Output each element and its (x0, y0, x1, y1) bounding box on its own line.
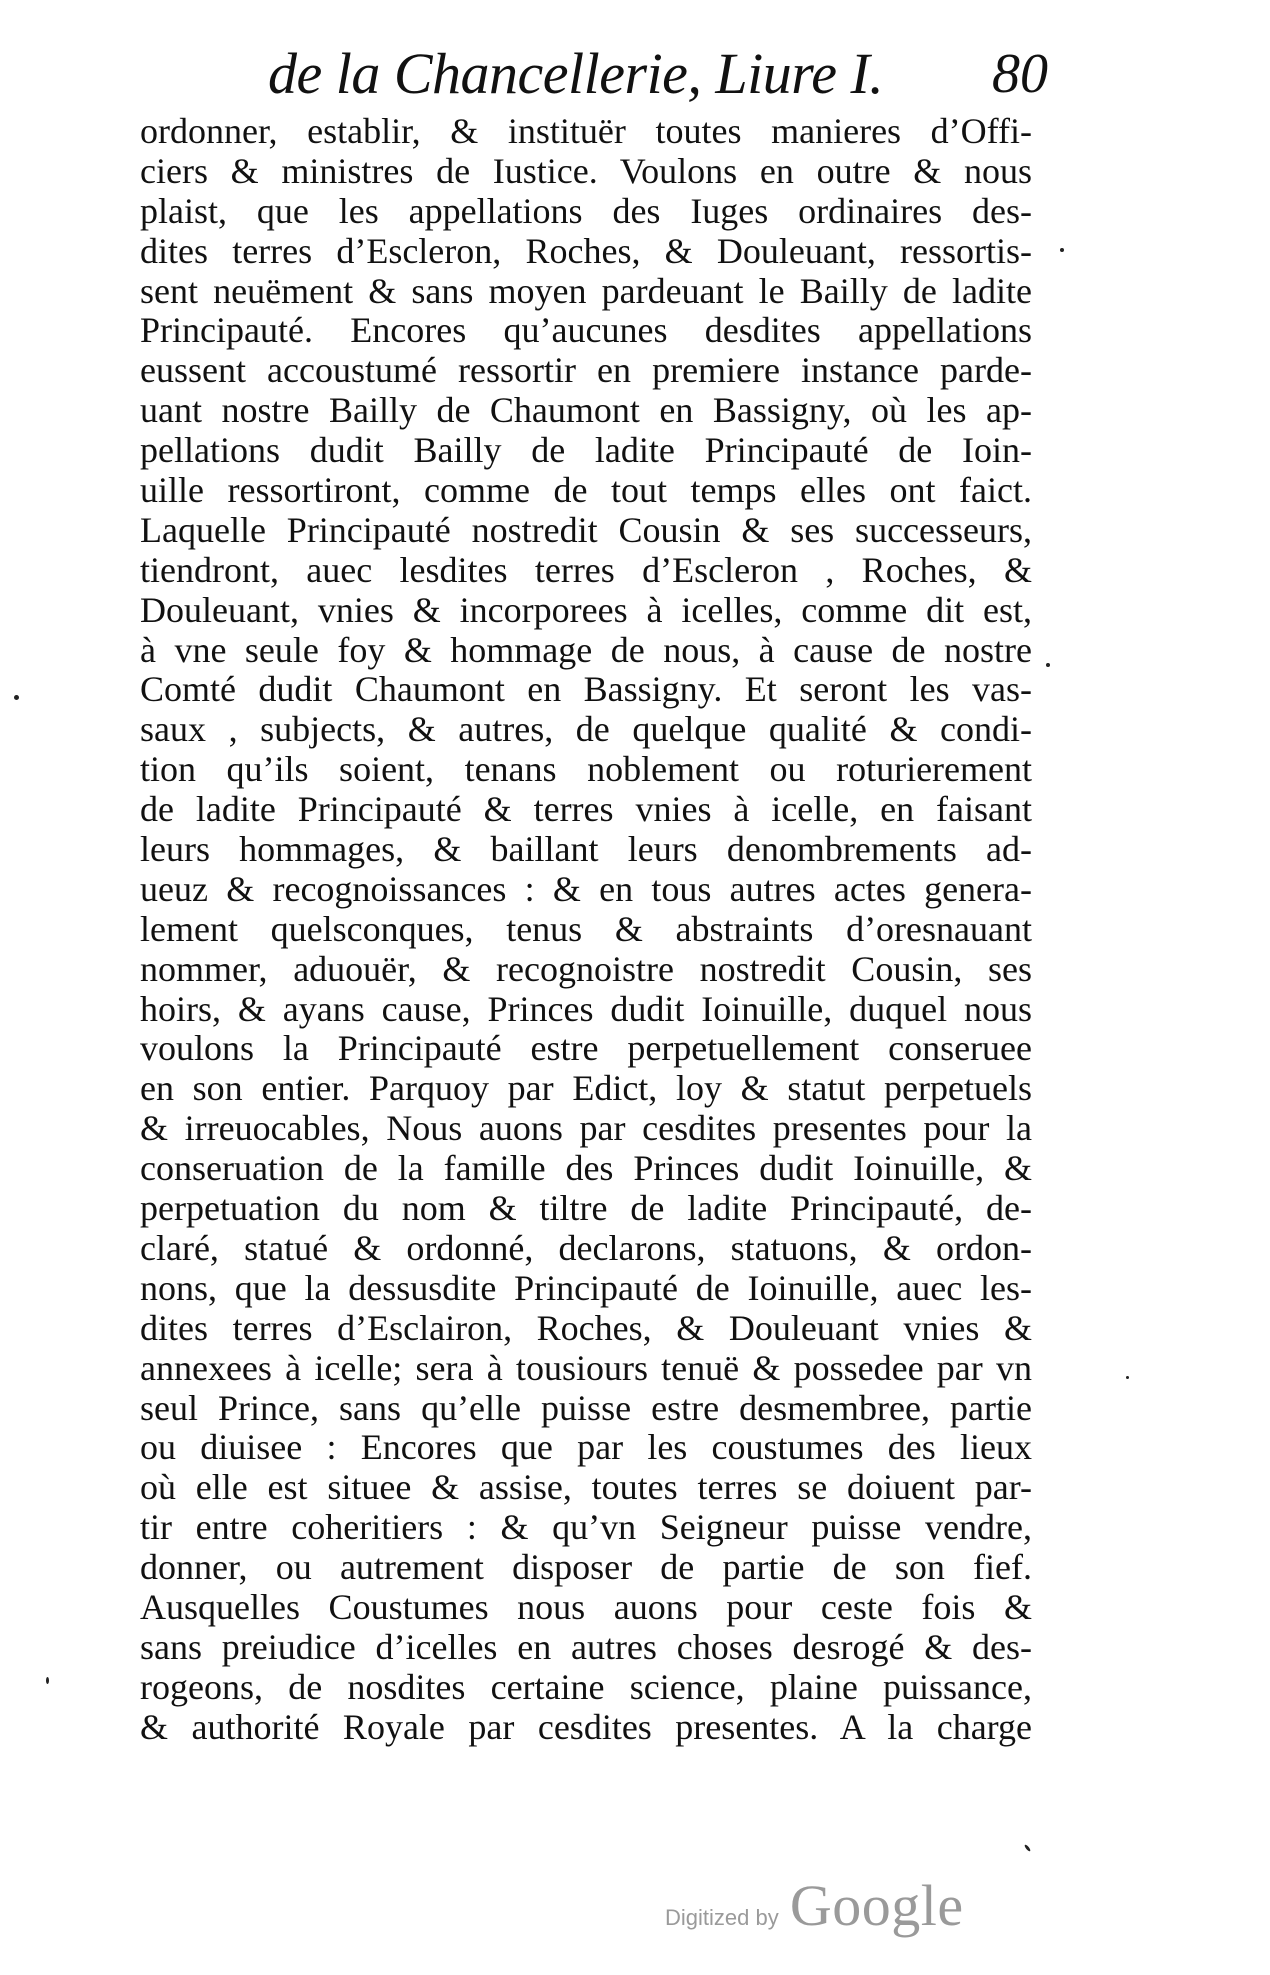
text-line: hoirs, & ayans cause, Princes dudit Ioinuille, duquel nous (140, 988, 1032, 1029)
text-line: annexees à icelle; sera à tousiours tenuë & possedee par vn (140, 1347, 1032, 1388)
text-line: leurs hommages, & baillant leurs denombrements ad- (140, 829, 1032, 870)
text-line: uille ressortiront, comme de tout temps elles ont faict. (140, 470, 1032, 511)
text-line: nommer, aduouër, & recognoistre nostredit Cousin, ses (140, 948, 1032, 989)
scan-speck (1126, 1376, 1129, 1379)
text-line: voulons la Principauté estre perpetuellement conseruee (140, 1028, 1032, 1069)
text-line: ciers & ministres de Iustice. Voulons en outre & nous (140, 150, 1032, 191)
text-line: pellations dudit Bailly de ladite Principauté de Ioin- (140, 430, 1032, 471)
text-line: tion qu’ils soient, tenans noblement ou roturierement (140, 749, 1032, 790)
text-line: dites terres d’Esclairon, Roches, & Douleuant vnies & (140, 1307, 1032, 1348)
text-line: ou diuisee : Encores que par les coustumes des lieux (140, 1427, 1032, 1468)
text-line: & authorité Royale par cesdites presentes. A la charge (140, 1706, 1032, 1747)
text-line: dites terres d’Escleron, Roches, & Douleuant, ressortis- (140, 230, 1032, 271)
text-line: lement quelsconques, tenus & abstraints d’oresnauant (140, 908, 1032, 949)
text-line: saux , subjects, & autres, de quelque qualité & condi- (140, 709, 1032, 750)
watermark-prefix: Digitized by (665, 1905, 779, 1930)
text-line: ueuz & recognoissances : & en tous autres actes genera- (140, 868, 1032, 909)
text-line: & irreuocables, Nous auons par cesdites presentes pour la (140, 1108, 1032, 1149)
watermark-brand-logo: Google (789, 1873, 964, 1938)
text-line: nons, que la dessusdite Principauté de Ioinuille, auec les- (140, 1267, 1032, 1308)
text-line: où elle est situee & assise, toutes terres se doiuent par- (140, 1467, 1032, 1508)
text-line: seul Prince, sans qu’elle puisse estre desmembree, partie (140, 1387, 1032, 1428)
text-line: de ladite Principauté & terres vnies à icelle, en faisant (140, 789, 1032, 830)
scan-speck (46, 1677, 49, 1684)
text-line: à vne seule foy & hommage de nous, à cause de nostre (140, 629, 1032, 670)
running-title: de la Chancellerie, Liure I. (268, 41, 884, 106)
scan-speck (1024, 1844, 1031, 1852)
text-line: Laquelle Principauté nostredit Cousin & ses successeurs, (140, 509, 1032, 550)
text-line: uant nostre Bailly de Chaumont en Bassigny, où les ap- (140, 390, 1032, 431)
text-line: eussent accoustumé ressortir en premiere instance parde- (140, 350, 1032, 391)
text-line: claré, statué & ordonné, declarons, statuons, & ordon- (140, 1227, 1032, 1268)
text-line: perpetuation du nom & tiltre de ladite Principauté, de- (140, 1188, 1032, 1229)
text-line: sent neuëment & sans moyen pardeuant le Bailly de ladite (140, 270, 1032, 311)
text-line: donner, ou autrement disposer de partie de son fief. (140, 1547, 1032, 1588)
text-line: Douleuant, vnies & incorporees à icelles, comme dit est, (140, 589, 1032, 630)
page-header (268, 38, 1048, 110)
text-line: conseruation de la famille des Princes dudit Ioinuille, & (140, 1148, 1032, 1189)
body-text (140, 112, 1032, 1748)
text-line: plaist, que les appellations des Iuges ordinaires des- (140, 190, 1032, 231)
text-line: ordonner, establir, & instituër toutes manieres d’Offi- (140, 111, 1032, 151)
text-line: rogeons, de nosdites certaine science, plaine puissance, (140, 1666, 1032, 1707)
text-line: tiendront, auec lesdites terres d’Escleron , Roches, & (140, 549, 1032, 590)
digitized-by-watermark (665, 1872, 964, 1942)
page-number: 80 (992, 43, 1048, 105)
scan-speck (1046, 663, 1050, 667)
text-line: en son entier. Parquoy par Edict, loy & statut perpetuels (140, 1068, 1032, 1109)
text-line: sans preiudice d’icelles en autres choses desrogé & des- (140, 1626, 1032, 1667)
text-line: Principauté. Encores qu’aucunes desdites appellations (140, 310, 1032, 351)
text-line: tir entre coheritiers : & qu’vn Seigneur puisse vendre, (140, 1507, 1032, 1548)
text-line: Comté dudit Chaumont en Bassigny. Et seront les vas- (140, 669, 1032, 710)
scan-speck (14, 695, 19, 700)
text-line: Ausquelles Coustumes nous auons pour ceste fois & (140, 1586, 1032, 1627)
scan-speck (1060, 248, 1064, 252)
